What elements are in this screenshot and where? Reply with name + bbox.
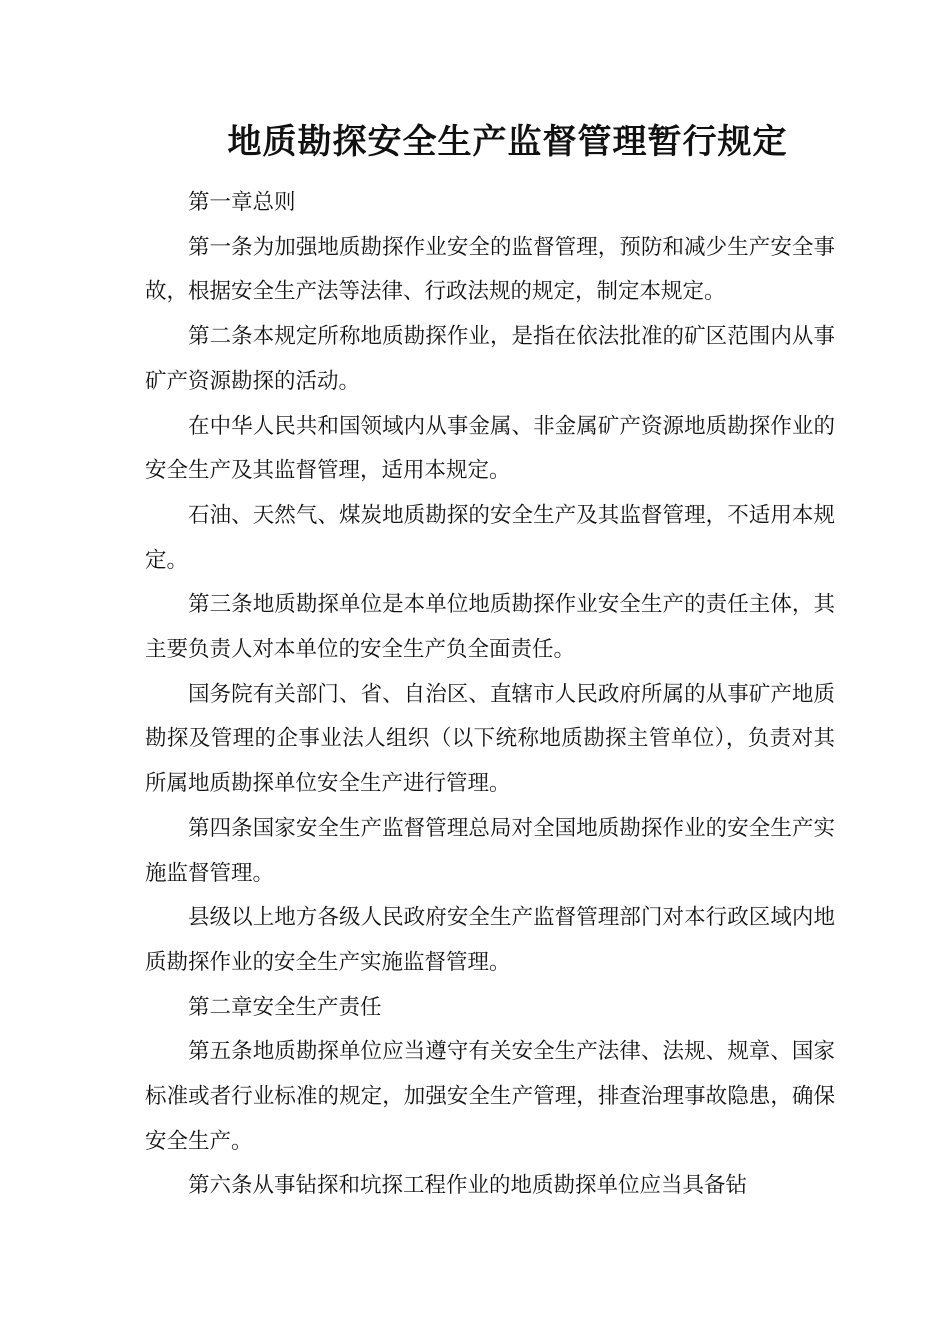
paragraph: 石油、天然气、煤炭地质勘探的安全生产及其监督管理，不适用本规定。: [145, 502, 835, 573]
paragraph: 第六条从事钻探和坑探工程作业的地质勘探单位应当具备钻: [188, 1173, 748, 1199]
paragraph: 县级以上地方各级人民政府安全生产监督管理部门对本行政区域内地质勘探作业的安全生产实施监督管理。: [145, 905, 835, 975]
paragraph: 国务院有关部门、省、自治区、直辖市人民政府所属的从事矿产地质勘探及管理的企事业法人组织（以下统称地质勘探主管单位），负责对其所属地质勘探单位安全生产进行管理。: [145, 681, 835, 797]
document-title: 地质勘探安全生产监督管理暂行规定: [227, 122, 788, 162]
paragraph: 第二条本规定所称地质勘探作业，是指在依法批准的矿区范围内从事矿产资源勘探的活动。: [145, 324, 835, 394]
chapter-heading: 第二章安全生产责任: [188, 994, 382, 1020]
paragraph: 第五条地质勘探单位应当遵守有关安全生产法律、法规、规章、国家标准或者行业标准的规定，加强安全生产管理，排查治理事故隐患，确保安全生产。: [145, 1039, 835, 1154]
paragraph: 第三条地质勘探单位是本单位地质勘探作业安全生产的责任主体，其主要负责人对本单位的安全生产负全面责任。: [145, 592, 835, 663]
paragraph: 第四条国家安全生产监督管理总局对全国地质勘探作业的安全生产实施监督管理。: [145, 815, 835, 886]
chapter-heading: 第一章总则: [188, 190, 296, 215]
paragraph: 第一条为加强地质勘探作业安全的监督管理，预防和减少生产安全事故，根据安全生产法等法律、行政法规的规定，制定本规定。: [145, 234, 835, 305]
document-body: [145, 181, 835, 1209]
paragraph: 在中华人民共和国领域内从事金属、非金属矿产资源地质勘探作业的安全生产及其监督管理，适用本规定。: [145, 413, 835, 484]
